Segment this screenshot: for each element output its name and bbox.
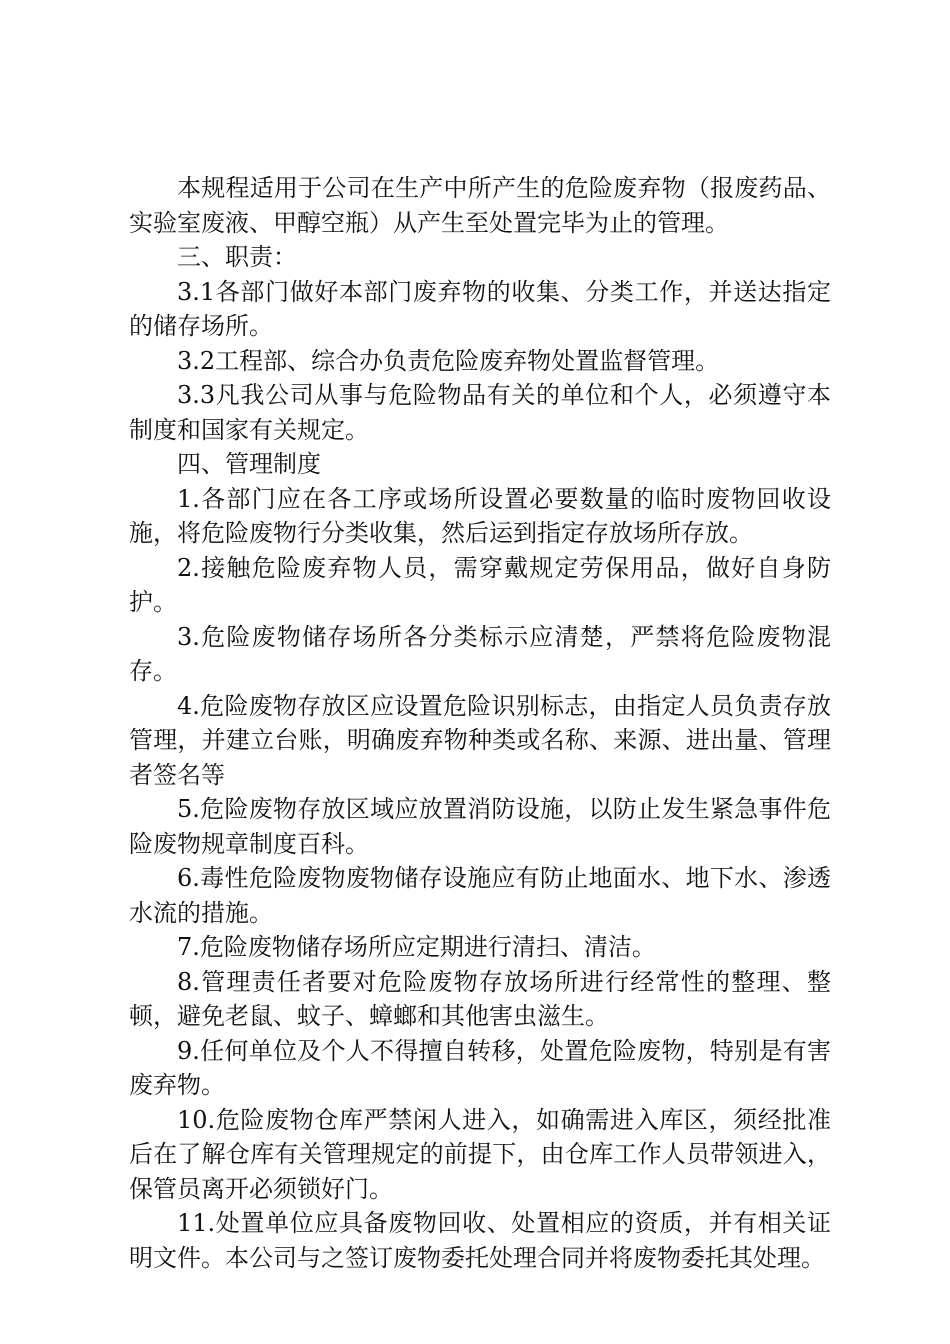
scope-paragraph: 本规程适用于公司在生产中所产生的危险废弃物（报废药品、实验室废液、甲醇空瓶）从产生至处置完毕为止的管理。: [129, 174, 831, 237]
section-heading-responsibilities: 三、职责：: [177, 243, 297, 271]
document-body: [129, 171, 831, 1275]
rule-8: 8.管理责任者要对危险废物存放场所进行经常性的整理、整顿，避免老鼠、蚊子、蟑螂和其他害虫滋生。: [129, 967, 831, 1030]
rule-7: 7.危险废物储存场所应定期进行清扫、清洁。: [177, 933, 656, 961]
responsibility-3-1: 3.1各部门做好本部门废弃物的收集、分类工作，并送达指定的储存场所。: [129, 277, 831, 340]
rule-9: 9.任何单位及个人不得擅自转移，处置危险废物，特别是有害废弃物。: [129, 1036, 831, 1099]
responsibility-3-2: 3.2工程部、综合办负责危险废弃物处置监督管理。: [177, 346, 720, 375]
responsibility-3-3: 3.3凡我公司从事与危险物品有关的单位和个人，必须遵守本制度和国家有关规定。: [129, 381, 831, 444]
rule-6: 6.毒性危险废物废物储存设施应有防止地面水、地下水、渗透水流的措施。: [129, 864, 831, 927]
section-heading-management-rules: 四、管理制度: [177, 450, 321, 478]
rule-4: 4.危险废物存放区应设置危险识别标志，由指定人员负责存放管理，并建立台账，明确废弃物种类或名称、来源、进出量、管理者签名等: [129, 691, 831, 789]
rule-3: 3.危险废物储存场所各分类标示应清楚，严禁将危险废物混存。: [129, 622, 831, 685]
rule-2: 2.接触危险废弃物人员，需穿戴规定劳保用品，做好自身防护。: [129, 553, 831, 616]
rule-5: 5.危险废物存放区域应放置消防设施，以防止发生紧急事件危险废物规章制度百科。: [129, 795, 831, 858]
rule-1: 1.各部门应在各工序或场所设置必要数量的临时废物回收设施，将危险废物行分类收集，然后运到指定存放场所存放。: [129, 484, 831, 547]
rule-11: 11.处置单位应具备废物回收、处置相应的资质，并有相关证明文件。本公司与之签订废物委托处理合同并将废物委托其处理。: [129, 1209, 831, 1272]
rule-10: 10.危险废物仓库严禁闲人进入，如确需进入库区，须经批准后在了解仓库有关管理规定的前提下，由仓库工作人员带领进入，保管员离开必须锁好门。: [129, 1105, 831, 1203]
